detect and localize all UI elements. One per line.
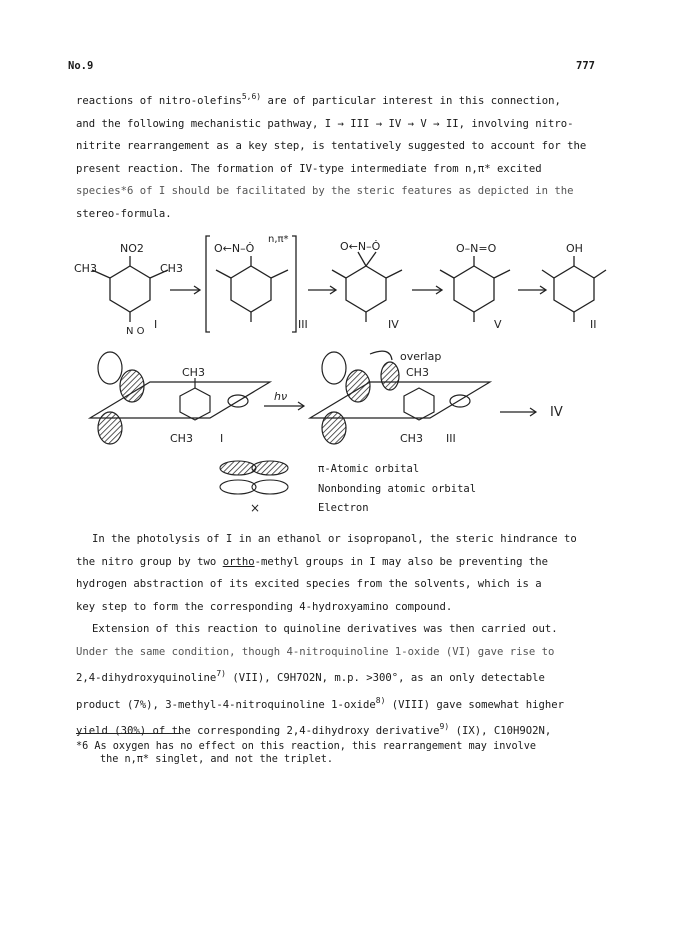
methyl-label: CH3	[170, 432, 193, 445]
paragraph-discussion	[76, 528, 616, 743]
text-line	[76, 690, 616, 717]
text-line: Under the same condition, though 4-nitroquinoline 1-oxide (VI) gave rise to	[76, 645, 555, 658]
methyl-label: CH3	[74, 262, 97, 275]
text-span: (VIII) gave somewhat higher	[385, 698, 564, 711]
methyl-label: CH3	[160, 262, 183, 275]
reference-superscript: 8)	[375, 695, 386, 705]
nitrite-bridge-label: O←N–Ȯ	[340, 240, 381, 253]
text-line: nitrite rearrangement as a key step, is tentatively suggested to account for the	[76, 140, 587, 152]
text-line: stereo-formula.	[76, 207, 172, 220]
text-line: In the photolysis of I in an ethanol or isopropanol, the steric hindrance to	[92, 533, 577, 545]
text-span: are of particular interest in this connection,	[261, 95, 561, 107]
text-line: key step to form the corresponding 4-hydroxyamino compound.	[76, 600, 453, 613]
text-line	[76, 86, 616, 113]
compound-label: III	[298, 318, 308, 331]
svg-text:N O: N O	[126, 326, 145, 337]
methyl-label: CH3	[400, 432, 423, 445]
orbital-legend	[218, 460, 308, 520]
legend-pi-orbital: π-Atomic orbital	[318, 463, 420, 475]
legend-electron: Electron	[318, 502, 369, 514]
text-span: -methyl groups in I may also be preventing the	[254, 555, 548, 568]
compound-label: I	[220, 432, 224, 445]
text-line: Extension of this reaction to quinoline derivatives was then carried out.	[92, 623, 558, 635]
compound-label: IV	[550, 405, 563, 420]
orbital-stereo-figure	[70, 346, 610, 456]
excited-state-label: n,π*	[268, 234, 289, 245]
legend-nonbonding: Nonbonding atomic orbital	[318, 483, 477, 495]
text-span: reactions of nitro-olefins	[76, 95, 242, 107]
text-line: present reaction. The formation of IV-type intermediate from n,π* excited	[76, 162, 542, 175]
underlined-term: ortho	[222, 555, 255, 568]
text-line	[76, 716, 616, 743]
text-span: (IX), C10H9O2N,	[449, 725, 552, 737]
text-span: 2,4-dihydroxyquinoline	[76, 672, 217, 684]
text-span: product (7%), 3-methyl-4-nitroquinoline 1-oxide	[76, 698, 376, 711]
methyl-label: CH3	[182, 366, 205, 379]
electron-symbol: ×	[250, 501, 261, 515]
overlap-label: overlap	[400, 350, 442, 363]
text-line: hydrogen abstraction of its excited species from the solvents, which is a	[76, 578, 542, 590]
text-span: yield (30%) of the corresponding 2,4-dihydroxy derivative	[76, 725, 440, 737]
compound-label: I	[154, 318, 158, 331]
methyl-label: CH3	[406, 366, 429, 379]
reference-superscript: 7)	[216, 669, 226, 678]
text-span: the nitro group by two	[76, 555, 223, 568]
text-line: species*6 of I should be facilitated by the steric features as depicted in the	[76, 185, 574, 197]
photon-label: hν	[274, 390, 288, 403]
compound-label: V	[494, 318, 502, 331]
text-line	[76, 551, 616, 574]
page-number: 777	[576, 60, 595, 72]
compound-label: IV	[388, 318, 399, 331]
text-line: and the following mechanistic pathway, I → III → IV → V → II, involving nitro-	[76, 117, 574, 130]
text-span: (VII), C9H7O2N, m.p. >300°, as an only detectable	[225, 672, 545, 684]
text-line	[76, 663, 616, 690]
paragraph-intro	[76, 86, 616, 225]
footnote-divider	[76, 733, 181, 734]
compound-label: III	[446, 432, 456, 445]
compound-label: II	[590, 318, 597, 331]
reference-superscript: 9)	[439, 722, 450, 731]
footnote-line: the n,π* singlet, and not the triplet.	[100, 753, 334, 765]
journal-issue: No.9	[68, 60, 94, 72]
footnote	[76, 741, 536, 766]
reaction-scheme	[70, 228, 610, 338]
nitrite-bridge-label: O←N–Ȯ	[214, 242, 255, 255]
reference-superscript: 5,6)	[241, 92, 262, 101]
nitro-group-label: NO2	[120, 242, 144, 255]
nitrite-label: O–N=O	[456, 242, 497, 255]
footnote-line: *6 As oxygen has no effect on this reaction, this rearrangement may involve	[76, 741, 537, 752]
hydroxyl-label: OH	[566, 242, 583, 255]
